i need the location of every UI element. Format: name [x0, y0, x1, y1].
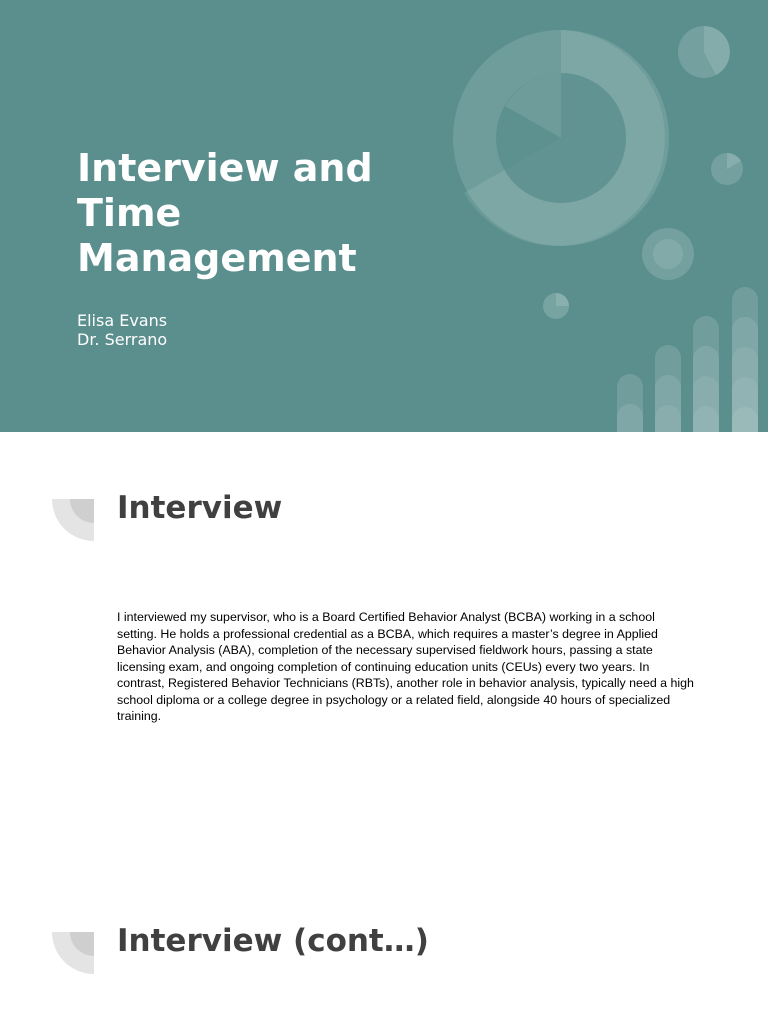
quarter-circle-icon: [52, 932, 96, 976]
interview-body-text: I interviewed my supervisor, who is a Board Certified Behavior Analyst (BCBA) working in a school setting. He holds a professional credential as a BCBA, which requires a master’s degree in Applied Behavior Analysis (ABA), completion of the necessary supervised fieldwork hours, passing a state licensing exam, and ongoing completion of continuing education units (CEUs) every two years. In contrast, Registered Behavior Technicians (RBTs), another role in behavior analysis, typically need a high school diploma or a college degree in psychology or a related field, alongside 40 hours of specialized training.: [117, 610, 694, 723]
author-name: Elisa Evans: [77, 311, 168, 330]
bar-columns-graphic: [617, 287, 758, 432]
authors-block: [77, 311, 167, 349]
title-slide: [0, 0, 768, 432]
presentation-title: Interview and Time Management: [77, 146, 373, 280]
slide-interview-cont: [0, 864, 768, 1024]
quarter-circle-icon: [52, 499, 96, 543]
slide-heading: Interview (cont…): [117, 923, 429, 959]
instructor-name: Dr. Serrano: [77, 330, 168, 349]
slide-interview: [0, 432, 768, 864]
slide-heading: Interview: [117, 490, 283, 526]
